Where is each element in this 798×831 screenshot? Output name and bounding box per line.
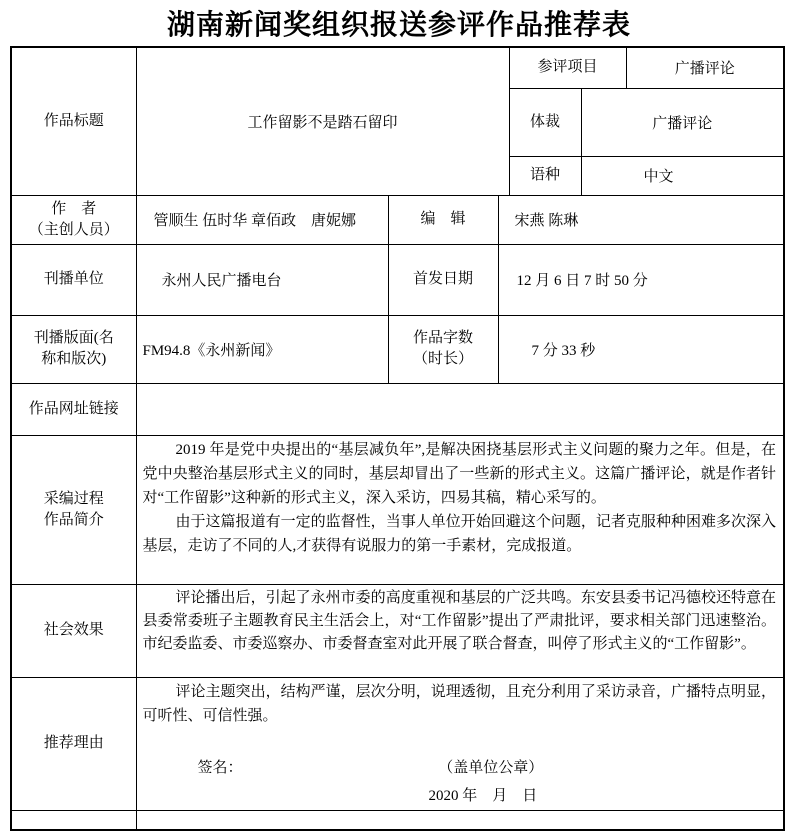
entry-category-value: 广播评论 — [674, 61, 735, 78]
editors-label-cell — [388, 195, 498, 244]
genre-value-cell — [581, 88, 784, 156]
table-row — [11, 244, 784, 315]
first-publish-date-label-cell — [388, 244, 498, 315]
entry-category-label-cell — [509, 47, 626, 88]
social-effect-text: 评论播出后，引起了永州市委的高度重视和基层的广泛共鸣。东安县委书记冯德校还特意在县委常委班子主题教育民主生活会上，对“工作留影”提出了严肃批评，要求相关部门迅速整治。市纪委监委、市委巡察办、市委督查室对此开展了联合督查，叫停了形式主义的“工作留影”。 — [142, 589, 777, 652]
work-url-label-cell — [11, 383, 136, 435]
authors-value-cell — [136, 195, 388, 244]
authors-value: 管顺生 伍时华 章佰政 唐妮娜 — [153, 213, 357, 229]
publish-section-label-line2: 称和版次) — [41, 351, 107, 367]
social-effect-text-cell — [136, 584, 784, 677]
authors-label-line1: 作 者 — [51, 200, 97, 217]
language-label: 语种 — [530, 167, 561, 183]
publish-unit-label-cell — [11, 244, 136, 315]
entry-category-value-cell — [626, 47, 784, 88]
work-url-value-cell — [136, 383, 784, 435]
table-row — [11, 435, 784, 584]
recommendation-label-cell — [11, 677, 136, 810]
work-title-label: 作品标题 — [43, 112, 104, 129]
authors-label-cell — [11, 195, 136, 244]
social-effect-label-cell — [11, 584, 136, 677]
extra-label-cell — [11, 810, 136, 830]
recommendation-form-table — [10, 46, 785, 831]
signature-label: 签名： — [197, 759, 243, 776]
recommendation-label: 推荐理由 — [43, 735, 104, 751]
date-row: 2020 年 月 日 — [428, 787, 538, 804]
publish-section-label-line1: 刊播版面(名 — [33, 330, 114, 346]
process-intro-text-cell — [136, 435, 784, 584]
work-title-value-cell — [136, 47, 509, 195]
table-row — [11, 677, 784, 810]
process-intro-label-line1: 采编过程 — [43, 490, 104, 507]
word-count-label-line1: 作品字数 — [412, 330, 473, 346]
table-row-extra — [11, 810, 784, 830]
genre-label: 体裁 — [530, 113, 561, 130]
publish-section-value: FM94.8《永州新闻》 — [142, 342, 281, 359]
editors-label: 编 辑 — [420, 211, 466, 227]
signature-row — [143, 756, 777, 780]
table-row — [11, 383, 784, 435]
language-label-cell — [509, 156, 581, 195]
authors-label-line2: （主创人员） — [28, 221, 119, 238]
page-title: 湖南新闻奖组织报送参评作品推荐表 — [166, 10, 631, 41]
process-intro-label-cell — [11, 435, 136, 584]
work-title-value: 工作留影不是踏石留印 — [247, 114, 398, 131]
publish-unit-value: 永州人民广播电台 — [161, 273, 282, 289]
social-effect-label: 社会效果 — [43, 622, 104, 638]
editors-value-cell — [498, 195, 784, 244]
genre-label-cell — [509, 88, 581, 156]
table-row — [11, 47, 784, 88]
recommendation-text: 评论主题突出，结构严谨，层次分明，说理透彻，且充分利用了采访录音，广播特点明显，可听性、可信性强。 — [142, 683, 777, 724]
publish-section-label-cell — [11, 315, 136, 383]
seal-label: （盖单位公章） — [438, 759, 544, 776]
work-url-label: 作品网址链接 — [28, 400, 119, 417]
process-intro-paragraph-1: 2019 年是党中央提出的“基层减负年”,是解决困挠基层形式主义问题的聚力之年。但是，在党中央整治基层形式主义的同时，基层却冒出了一些新的形式主义。这篇广播评论，就是作者针对“工作留影”这种新的形式主义，深入采访，四易其稿，精心采写的。 — [142, 441, 777, 506]
first-publish-date-value-cell — [498, 244, 784, 315]
first-publish-date-label: 首发日期 — [412, 271, 473, 287]
word-count-label-cell — [388, 315, 498, 383]
process-intro-label-line2: 作品简介 — [43, 511, 104, 528]
table-row — [11, 315, 784, 383]
entry-category-label: 参评项目 — [537, 59, 598, 76]
work-title-label-cell — [11, 47, 136, 195]
word-count-label-line2: （时长） — [412, 351, 473, 367]
publish-section-value-cell — [136, 315, 388, 383]
recommendation-text-cell — [136, 677, 784, 810]
publish-unit-value-cell — [136, 244, 388, 315]
language-value: 中文 — [643, 169, 674, 185]
first-publish-date-value: 12 月 6 日 7 时 50 分 — [516, 273, 648, 289]
process-intro-paragraph-2: 由于这篇报道有一定的监督性，当事人单位开始回避这个问题，记者克服种种困难多次深入基层，走访了不同的人,才获得有说服力的第一手素材，完成报道。 — [142, 513, 777, 554]
word-count-value: 7 分 33 秒 — [531, 342, 596, 359]
publish-unit-label: 刊播单位 — [43, 271, 104, 287]
language-value-cell — [581, 156, 784, 195]
table-row — [11, 195, 784, 244]
editors-value: 宋燕 陈琳 — [514, 213, 579, 229]
word-count-value-cell — [498, 315, 784, 383]
extra-value-cell — [136, 810, 784, 830]
genre-value: 广播评论 — [652, 115, 713, 132]
table-row — [11, 584, 784, 677]
